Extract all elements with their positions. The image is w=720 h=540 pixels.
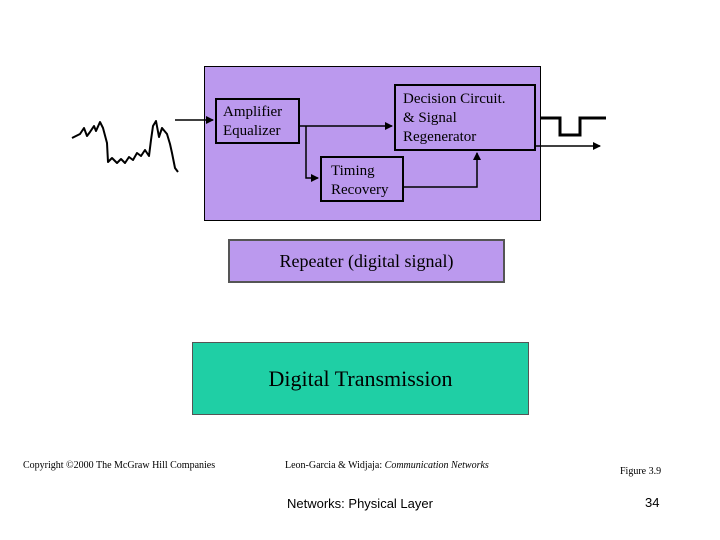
- decision-circuit-box: [394, 84, 536, 151]
- page-number: 34: [645, 495, 660, 510]
- timing-recovery-box: [320, 156, 404, 202]
- timing-recovery-label: Timing Recovery: [331, 163, 389, 198]
- repeater-label: Repeater (digital signal): [279, 250, 454, 271]
- copyright-notice: Copyright ©2000 The McGraw Hill Companies: [23, 460, 216, 471]
- attribution-book-title: Communication Networks: [384, 460, 489, 471]
- slide-subtitle: Networks: Physical Layer: [287, 496, 433, 511]
- amplifier-equalizer-label: Amplifier Equalizer: [223, 104, 283, 139]
- attribution-authors: Leon-Garcia & Widjaja:: [285, 460, 385, 471]
- regenerated-output-signal: [541, 118, 606, 135]
- repeater-label-box: [228, 239, 505, 283]
- digital-transmission-title: Digital Transmission: [268, 365, 453, 391]
- book-attribution: [285, 460, 489, 471]
- digital-transmission-box: [192, 342, 529, 415]
- figure-number: Figure 3.9: [620, 466, 662, 477]
- distorted-input-signal: [72, 121, 178, 172]
- amplifier-equalizer-box: [215, 98, 300, 144]
- decision-circuit-label: Decision Circuit. & Signal Regenerator: [403, 91, 506, 145]
